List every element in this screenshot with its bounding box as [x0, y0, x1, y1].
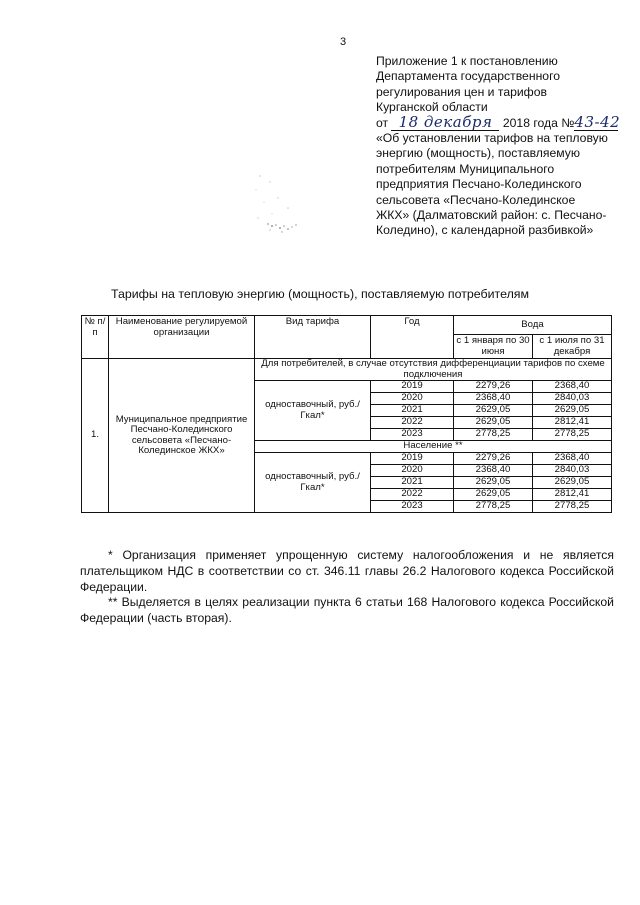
footnotes: [80, 548, 614, 627]
year-cell: 2020: [371, 465, 454, 477]
value-cell: 2279,26: [454, 453, 533, 465]
value-cell: 2629,05: [454, 417, 533, 429]
value-cell: 2279,26: [454, 381, 533, 393]
year-cell: 2023: [371, 429, 454, 441]
value-cell: 2629,05: [533, 405, 612, 417]
value-cell: 2812,41: [533, 417, 612, 429]
subject-line: предприятия Песчано-Колединского: [376, 177, 582, 192]
subject-line: ЖКХ» (Далматовский район: с. Песчано-: [376, 208, 607, 223]
date-field: [391, 112, 499, 131]
year-cell: 2022: [371, 417, 454, 429]
subject-line: «Об установлении тарифов на тепловую: [376, 131, 608, 146]
header-num: № п/п: [82, 316, 109, 359]
handwritten-date: 18 декабря: [398, 112, 493, 131]
subject-line: сельсовета «Песчано-Колединское: [376, 192, 576, 207]
date-prefix: от: [376, 115, 389, 130]
tariff-table: [81, 315, 612, 513]
value-cell: 2629,05: [454, 477, 533, 489]
appendix-header: [376, 54, 626, 239]
footnote-2: ** Выделяется в целях реализации пункта 6 статьи 168 Налогового кодекса Российской Федерации (часть вторая).: [80, 595, 614, 626]
value-cell: 2812,41: [533, 489, 612, 501]
handwritten-number: 43-42: [574, 112, 621, 131]
appendix-subject: [376, 131, 626, 239]
year-cell: 2021: [371, 405, 454, 417]
organization-name: Муниципальное предприятие Песчано-Колединского сельсовета «Песчано-Колединское ЖКХ»: [109, 359, 255, 513]
value-cell: 2778,25: [454, 429, 533, 441]
appendix-line: Приложение 1 к постановлению: [376, 54, 558, 68]
value-cell: 2368,40: [533, 381, 612, 393]
year-cell: 2019: [371, 381, 454, 393]
header-water: Вода: [454, 316, 612, 335]
value-cell: 2629,05: [454, 489, 533, 501]
value-cell: 2778,25: [533, 429, 612, 441]
value-cell: 2840,03: [533, 465, 612, 477]
footnote-1: * Организация применяет упрощенную систему налогообложения и не является плательщиком НДС в соответствии со ст. 346.11 главы 26.2 Налогового кодекса Российской Федерации.: [80, 548, 614, 594]
value-cell: 2629,05: [533, 477, 612, 489]
page-number: 3: [340, 36, 347, 48]
number-field: [574, 112, 621, 131]
year-cell: 2020: [371, 393, 454, 405]
header-period-2: с 1 июля по 31 декабря: [533, 335, 612, 359]
year-cell: 2021: [371, 477, 454, 489]
header-year: Год: [371, 316, 454, 359]
group-band: Население **: [255, 441, 612, 453]
subject-line: энергию (мощность), поставляемую: [376, 146, 581, 161]
tariff-type-cell: одноставочный, руб./Гкал*: [255, 381, 371, 441]
year-cell: 2022: [371, 489, 454, 501]
value-cell: 2368,40: [454, 465, 533, 477]
value-cell: 2629,05: [454, 405, 533, 417]
row-number: 1.: [82, 359, 109, 513]
appendix-date-line: [376, 112, 626, 131]
subject-line: Коледино), с календарной разбивкой»: [376, 223, 594, 238]
value-cell: 2778,25: [533, 501, 612, 513]
table-title: Тарифы на тепловую энергию (мощность), поставляемую потребителям: [110, 287, 530, 301]
value-cell: 2368,40: [533, 453, 612, 465]
appendix-line: Департамента государственного: [376, 69, 561, 84]
value-cell: 2368,40: [454, 393, 533, 405]
group-band: Для потребителей, в случае отсутствия дифференциации тарифов по схеме подключения: [255, 359, 612, 381]
year-cell: 2023: [371, 501, 454, 513]
appendix-line: Курганской области: [376, 100, 488, 115]
value-cell: 2778,25: [454, 501, 533, 513]
tariff-type-cell: одноставочный, руб./Гкал*: [255, 453, 371, 513]
subject-line: потребителям Муниципального: [376, 161, 555, 176]
appendix-line: регулирования цен и тарифов: [376, 84, 547, 99]
date-year: 2018 года №: [502, 115, 575, 130]
header-org: Наименование регулируемой организации: [109, 316, 255, 359]
faint-stamp-mark: [248, 168, 308, 236]
header-period-1: с 1 января по 30 июня: [454, 335, 533, 359]
value-cell: 2840,03: [533, 393, 612, 405]
header-tariff-type: Вид тарифа: [255, 316, 371, 359]
year-cell: 2019: [371, 453, 454, 465]
